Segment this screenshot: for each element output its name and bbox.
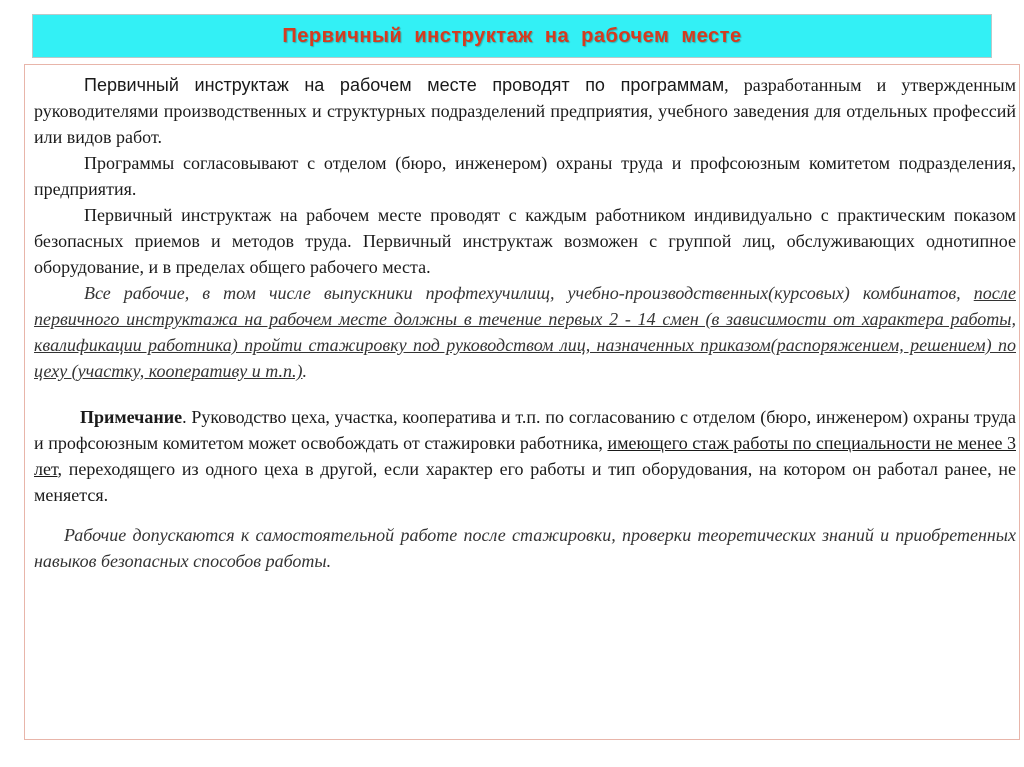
paragraph-approval: Программы согласовывают с отделом (бюро, инженером) охраны труда и профсоюзным комитетом подразделения, предприятия. <box>34 153 1016 199</box>
note-text-2: , переходящего из одного цеха в другой, если характер его работы и тип оборудования, на котором он работал ранее, не меняется. <box>34 459 1016 505</box>
paragraph-programs-rest: , разработанным и утвержденным руководителями производственных и структурных подразделений предприятия, учебного заведения для отдельных профессий или видов работ. <box>34 75 1016 147</box>
paragraph-internship-start: Все рабочие, в том числе выпускники профтехучилищ, учебно-производственных(курсовых) комбинатов, <box>84 283 974 303</box>
page-title: Первичный инструктаж на рабочем месте <box>282 24 742 47</box>
paragraph-programs-lead: Первичный инструктаж на рабочем месте проводят по программам <box>84 75 725 95</box>
note-underlined: имеющего стаж работы по специальности не менее 3 лет <box>34 433 1016 479</box>
note-text-1: . Руководство цеха, участка, кооператива и т.п. по согласованию с отделом (бюро, инженером) охраны труда и профсоюзным комитетом может освобождать от стажировки работника, <box>34 407 1016 453</box>
final-paragraph: Рабочие допускаются к самостоятельной работе после стажировки, проверки теоретических знаний и приобретенных навыков безопасных способов работы. <box>34 525 1016 571</box>
paragraph-individual: Первичный инструктаж на рабочем месте проводят с каждым работником индивидуально с практическим показом безопасных приемов и методов труда. Первичный инструктаж возможен с группой лиц, обслуживающих однотипное оборудование, и в пределах общего рабочего места. <box>34 205 1016 277</box>
note-paragraph <box>34 404 1016 508</box>
paragraph-internship-end: . <box>302 361 307 381</box>
title-banner <box>32 14 992 58</box>
spacer <box>34 384 1016 404</box>
note-label: Примечание <box>80 407 183 427</box>
paragraph-internship <box>34 280 1016 384</box>
paragraph-internship-underlined: после первичного инструктажа на рабочем месте должны в течение первых 2 - 14 смен (в зависимости от характера работы, квалификации работника) пройти стажировку под руководством лиц, назначенных приказом(распоряжением, решением) по цеху (участку, кооперативу и т.п.) <box>34 283 1016 381</box>
paragraph-programs <box>34 72 1016 150</box>
document-body <box>34 72 1016 574</box>
